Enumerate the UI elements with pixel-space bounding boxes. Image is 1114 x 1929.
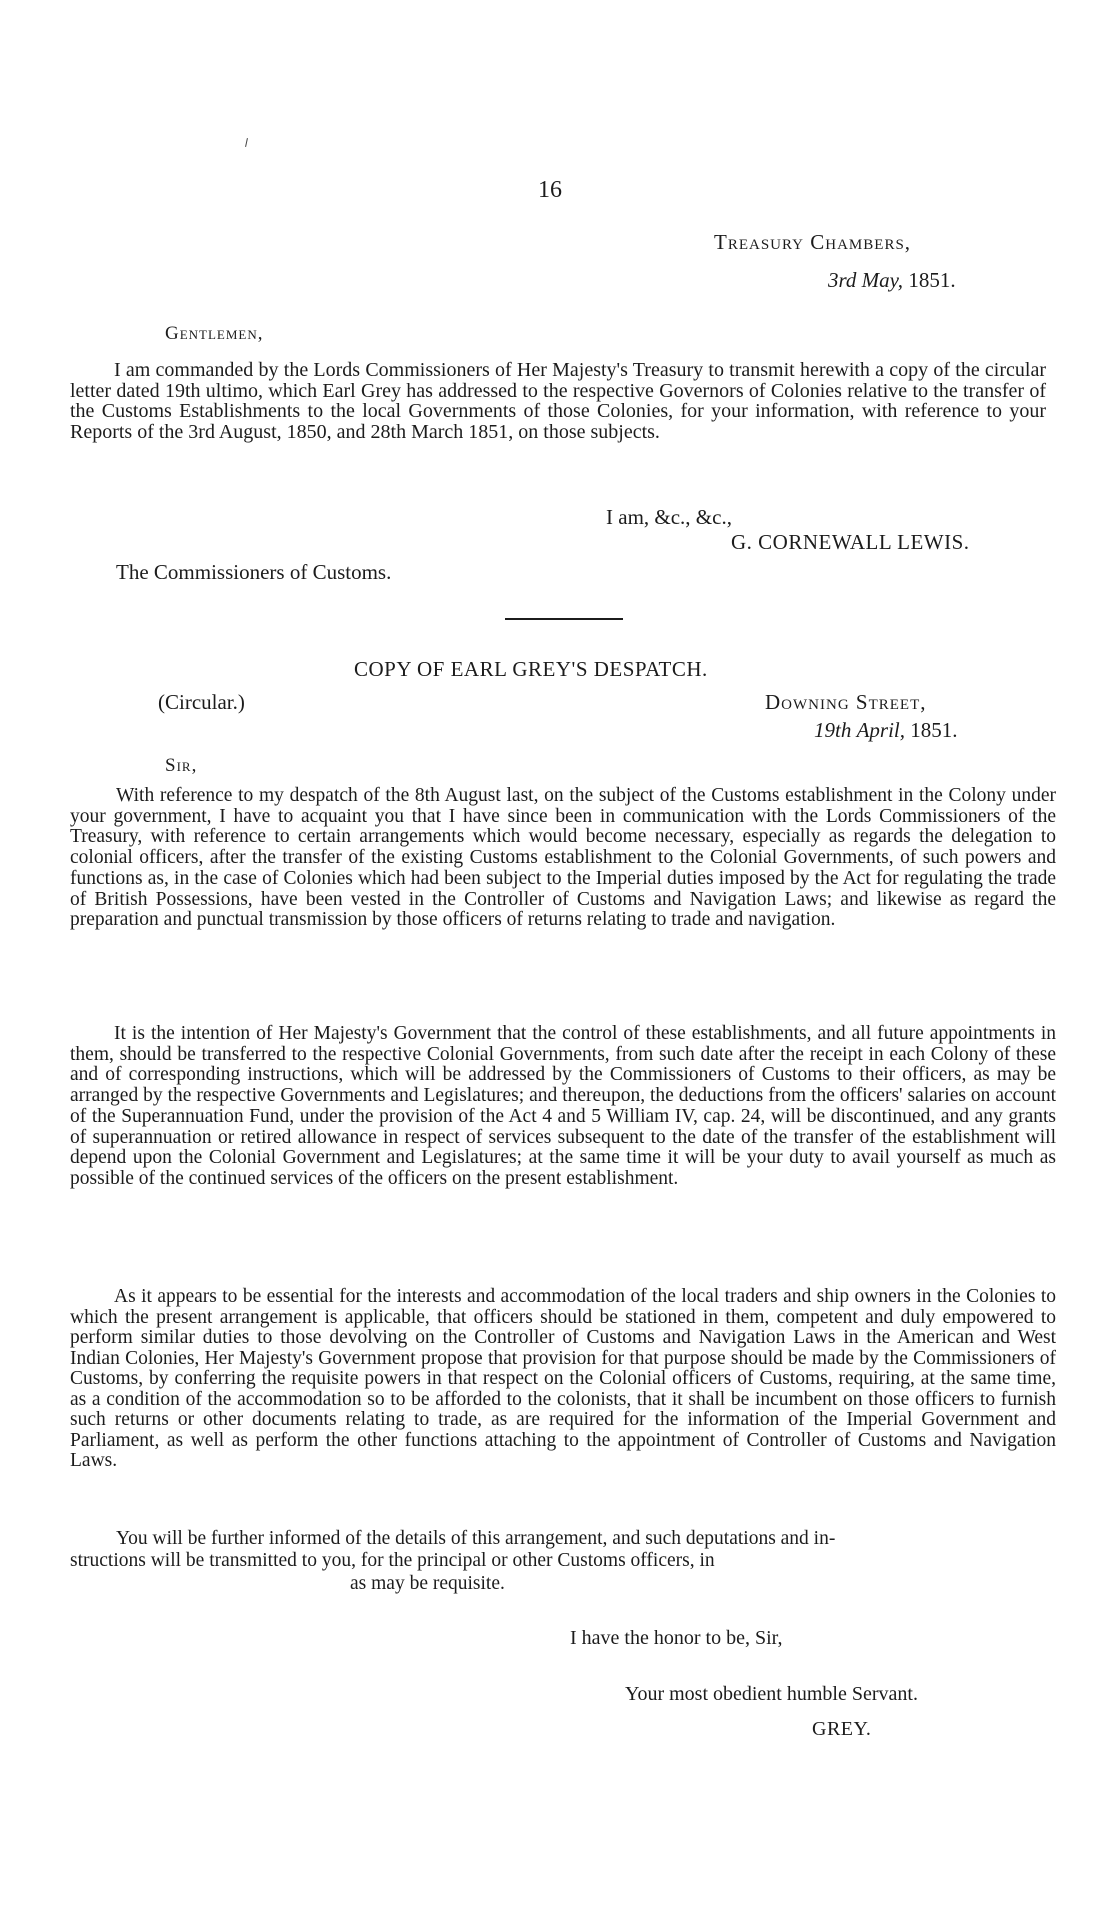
letter1-closing: I am, &c., &c., <box>606 505 732 529</box>
letter1-body: I am commanded by the Lords Commissioners of Her Majesty's Treasury to transmit herewith a copy of the circular letter dated 19th ultimo, which Earl Grey has addressed to the respective Governors of Colonies relative to the transfer of the Customs Establishments to the local Governments of those Colonies, for your information, with reference to your Reports of the 3rd August, 1850, and 28th March 1851, on those subjects. <box>70 359 1046 443</box>
letter1-place: Treasury Chambers, <box>714 230 912 254</box>
letter2-date <box>814 718 958 743</box>
letter2-paragraph-1: With reference to my despatch of the 8th August last, on the subject of the Customs establishment in the Colony under your government, I have to acquaint you that I have since been in communication with the Lords Commissioners of the Treasury, with reference to certain arrangements which would become necessary, especially as regards the delegation to colonial officers, after the transfer of the existing Customs establishment to the Colonial Governments, of such powers and functions as, in the case of Colonies which had been subject to the Imperial duties imposed by the Act for regulating the trade of British Possessions, have been vested in the Controller of Customs and Navigation Laws; and likewise as regard the preparation and punctual transmission by those officers of returns relating to trade and navigation. <box>70 785 1056 931</box>
letter2-date-month: April, <box>856 718 906 742</box>
letter2-paragraph-3: As it appears to be essential for the interests and accommodation of the local traders and ship owners in the Colonies to which the present arrangement is applicable, that officers should be stationed in them, competent and duly empowered to perform similar duties to those devolving on the Controller of Customs and Navigation Laws in the American and West Indian Colonies, Her Majesty's Government propose that provision for that purpose should be made by the Commissioners of Customs, by conferring the requisite powers in that respect on the Colonial officers of Customs, requiring, at the same time, as a condition of the accommodation so to be afforded to the colonists, that it shall be incumbent on those officers to furnish such returns or other documents relating to trade, as are required for the information of the Imperial Government and Parliament, as well as perform the other functions attaching to the appointment of Controller of Customs and Navigation Laws. <box>70 1286 1056 1471</box>
stray-mark <box>245 138 248 147</box>
letter2-signature: GREY. <box>812 1718 872 1740</box>
letter2-paragraph-2: It is the intention of Her Majesty's Government that the control of these establishments, and all future appointments in them, should be transferred to the respective Colonial Governments, from such date after the receipt in each Colony of these and of corresponding instructions, which will be addressed by the Commissioners of Customs to their officers, as may be arranged by the respective Governments and Legislatures; and thereupon, the deductions from the officers' salaries on account of the Superannuation Fund, under the provision of the Act 4 and 5 William IV, cap. 24, will be discontinued, and any grants of superannuation or retired allowance in respect of services subsequent to the date of the transfer of the establishment will depend upon the Colonial Government and Legislatures; at the same time it will be your duty to avail yourself as much as possible of the continued services of the officers on the present establishment. <box>70 1023 1056 1189</box>
letter2-place: Downing Street, <box>765 690 927 714</box>
letter2-final-line-3: as may be requisite. <box>350 1573 505 1594</box>
letter1-addressee: The Commissioners of Customs. <box>116 560 392 584</box>
letter2-heading: COPY OF EARL GREY'S DESPATCH. <box>354 657 708 681</box>
letter2-closing-2: Your most obedient humble Servant. <box>625 1683 918 1705</box>
letter1-salutation: Gentlemen, <box>165 323 264 344</box>
letter2-date-year: 1851. <box>910 718 958 742</box>
letter1-date-year: 1851. <box>908 268 956 292</box>
letter1-date-day: 3rd <box>828 268 857 292</box>
letter2-final-line-1: You will be further informed of the details of this arrangement, and such deputations and in- <box>116 1528 836 1549</box>
letter2-circular: (Circular.) <box>158 690 245 714</box>
page-number: 16 <box>538 177 562 203</box>
letter2-date-day: 19th <box>814 718 852 742</box>
section-divider <box>505 618 623 620</box>
letter1-signature: G. CORNEWALL LEWIS. <box>731 530 970 554</box>
letter2-final-line-2: structions will be transmitted to you, for the principal or other Customs officers, in <box>70 1550 715 1571</box>
letter1-date-month: May, <box>861 268 904 292</box>
letter2-closing-1: I have the honor to be, Sir, <box>570 1627 783 1649</box>
letter1-date <box>828 268 956 293</box>
letter2-salutation: Sir, <box>165 755 198 776</box>
